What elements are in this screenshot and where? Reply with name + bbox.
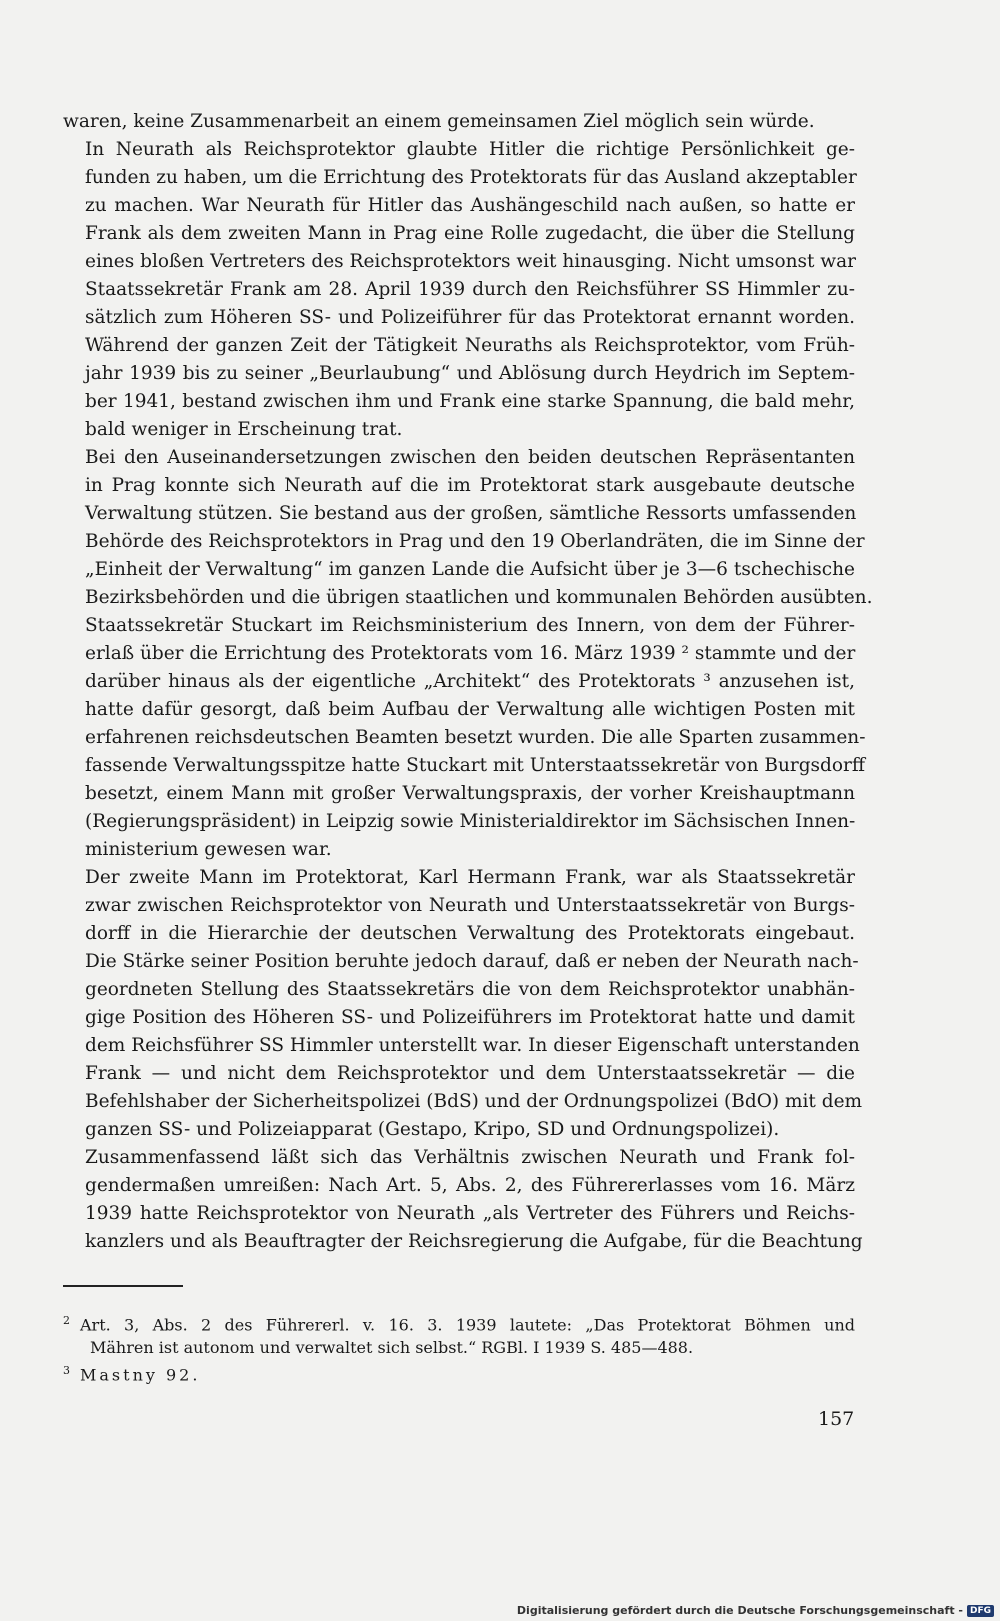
text-line: erfahrenen reichsdeutschen Beamten besetzt wurden. Die alle Sparten zusammen-	[85, 727, 866, 748]
text-line: Frank — und nicht dem Reichsprotektor und dem Unterstaatssekretär — die	[85, 1063, 855, 1084]
text-line: Verwaltung stützen. Sie bestand aus der großen, sämtliche Ressorts umfassenden	[85, 503, 857, 524]
text-line: Staatssekretär Frank am 28. April 1939 durch den Reichsführer SS Himmler zu-	[85, 279, 855, 300]
digitization-credit	[517, 1604, 994, 1617]
text-line: waren, keine Zusammenarbeit an einem gemeinsamen Ziel möglich sein würde.	[63, 111, 815, 132]
text-line: Frank als dem zweiten Mann in Prag eine Rolle zugedacht, die über die Stellung	[85, 223, 855, 244]
dfg-logo: DFG	[967, 1605, 994, 1617]
footnote-3	[63, 1359, 855, 1386]
text-line: kanzlers und als Beauftragter der Reichsregierung die Aufgabe, für die Beachtung	[85, 1231, 863, 1252]
text-line: ministerium gewesen war.	[85, 839, 332, 860]
footnotes	[63, 1309, 855, 1387]
text-line: ganzen SS- und Polizeiapparat (Gestapo, Kripo, SD und Ordnungspolizei).	[85, 1119, 780, 1140]
text-line: dem Reichsführer SS Himmler unterstellt war. In dieser Eigenschaft unterstanden	[85, 1035, 860, 1056]
footnote-3-text: Mastny 92.	[80, 1365, 201, 1385]
text-line: jahr 1939 bis zu seiner „Beurlaubung“ und Ablösung durch Heydrich im Septem-	[85, 363, 855, 384]
paragraph-3	[63, 444, 873, 864]
paragraph-5	[63, 1144, 863, 1256]
paragraph-1	[63, 108, 855, 136]
text-line: fassende Verwaltungsspitze hatte Stuckart mit Unterstaatssekretär von Burgsdorff	[85, 755, 866, 776]
text-line: bald weniger in Erscheinung trat.	[85, 419, 403, 440]
footnote-2-line-1: Art. 3, Abs. 2 des Führererl. v. 16. 3. 1939 lautete: „Das Protektorat Böhmen und	[80, 1315, 855, 1335]
text-line: 1939 hatte Reichsprotektor von Neurath „als Vertreter des Führers und Reichs-	[85, 1203, 855, 1224]
text-line: Die Stärke seiner Position beruhte jedoch darauf, daß er neben der Neurath nach-	[85, 951, 859, 972]
text-line: ber 1941, bestand zwischen ihm und Frank eine starke Spannung, die bald mehr,	[85, 391, 855, 412]
text-line: besetzt, einem Mann mit großer Verwaltungspraxis, der vorher Kreishauptmann	[85, 783, 855, 804]
text-line: dorff in die Hierarchie der deutschen Verwaltung des Protektorats eingebaut.	[85, 923, 855, 944]
text-line: (Regierungspräsident) in Leipzig sowie Ministerialdirektor im Sächsischen Innen-	[85, 811, 856, 832]
text-line: geordneten Stellung des Staatssekretärs die von dem Reichsprotektor unabhän-	[85, 979, 855, 1000]
paragraph-4	[63, 864, 863, 1144]
footnote-3-number: 3	[63, 1364, 70, 1378]
text-line: Behörde des Reichsprotektors in Prag und den 19 Oberlandräten, die im Sinne der	[85, 531, 865, 552]
text-line: darüber hinaus als der eigentliche „Architekt“ des Protektorats ³ anzusehen ist,	[85, 671, 855, 692]
text-line: Bei den Auseinandersetzungen zwischen den beiden deutschen Repräsentanten	[85, 447, 855, 468]
text-line: funden zu haben, um die Errichtung des Protektorats für das Ausland akzeptabler	[85, 167, 857, 188]
text-line: erlaß über die Errichtung des Protektorats vom 16. März 1939 ² stammte und der	[85, 643, 856, 664]
text-line: Der zweite Mann im Protektorat, Karl Hermann Frank, war als Staatssekretär	[85, 867, 855, 888]
text-line: In Neurath als Reichsprotektor glaubte Hitler die richtige Persönlichkeit ge-	[85, 139, 855, 160]
text-line: zu machen. War Neurath für Hitler das Aushängeschild nach außen, so hatte er	[85, 195, 855, 216]
text-line: in Prag konnte sich Neurath auf die im Protektorat stark ausgebaute deutsche	[85, 475, 855, 496]
page-number: 157	[818, 1408, 855, 1430]
footnote-2-number: 2	[63, 1314, 70, 1327]
text-line: hatte dafür gesorgt, daß beim Aufbau der Verwaltung alle wichtigen Posten mit	[85, 699, 855, 720]
text-line: eines bloßen Vertreters des Reichsprotektors weit hinausging. Nicht umsonst war	[85, 251, 857, 272]
footnote-separator	[63, 1285, 183, 1287]
text-line: Befehlshaber der Sicherheitspolizei (BdS) und der Ordnungspolizei (BdO) mit dem	[85, 1091, 863, 1112]
text-line: „Einheit der Verwaltung“ im ganzen Lande die Aufsicht über je 3—6 tschechische	[85, 559, 855, 580]
text-line: zwar zwischen Reichsprotektor von Neurath und Unterstaatssekretär von Burgs-	[85, 895, 855, 916]
body-text	[63, 108, 873, 1256]
text-line: Während der ganzen Zeit der Tätigkeit Neuraths als Reichsprotektor, vom Früh-	[85, 335, 855, 356]
footnote-2-line-2: Mähren ist autonom und verwaltet sich selbst.“ RGBl. I 1939 S. 485—488.	[90, 1338, 694, 1358]
text-line: gige Position des Höheren SS- und Polizeiführers im Protektorat hatte und damit	[85, 1007, 855, 1028]
paragraph-2	[63, 136, 855, 444]
footnote-2	[63, 1309, 855, 1359]
digitization-credit-text: Digitalisierung gefördert durch die Deutsche Forschungsgemeinschaft -	[516, 1604, 963, 1617]
text-line: sätzlich zum Höheren SS- und Polizeiführer für das Protektorat ernannt worden.	[85, 307, 855, 328]
text-line: Bezirksbehörden und die übrigen staatlichen und kommunalen Behörden ausübten.	[85, 587, 873, 608]
text-line: gendermaßen umreißen: Nach Art. 5, Abs. 2, des Führererlasses vom 16. März	[85, 1175, 855, 1196]
text-line: Zusammenfassend läßt sich das Verhältnis zwischen Neurath und Frank fol-	[85, 1147, 855, 1168]
text-line: Staatssekretär Stuckart im Reichsministerium des Innern, von dem der Führer-	[85, 615, 855, 636]
